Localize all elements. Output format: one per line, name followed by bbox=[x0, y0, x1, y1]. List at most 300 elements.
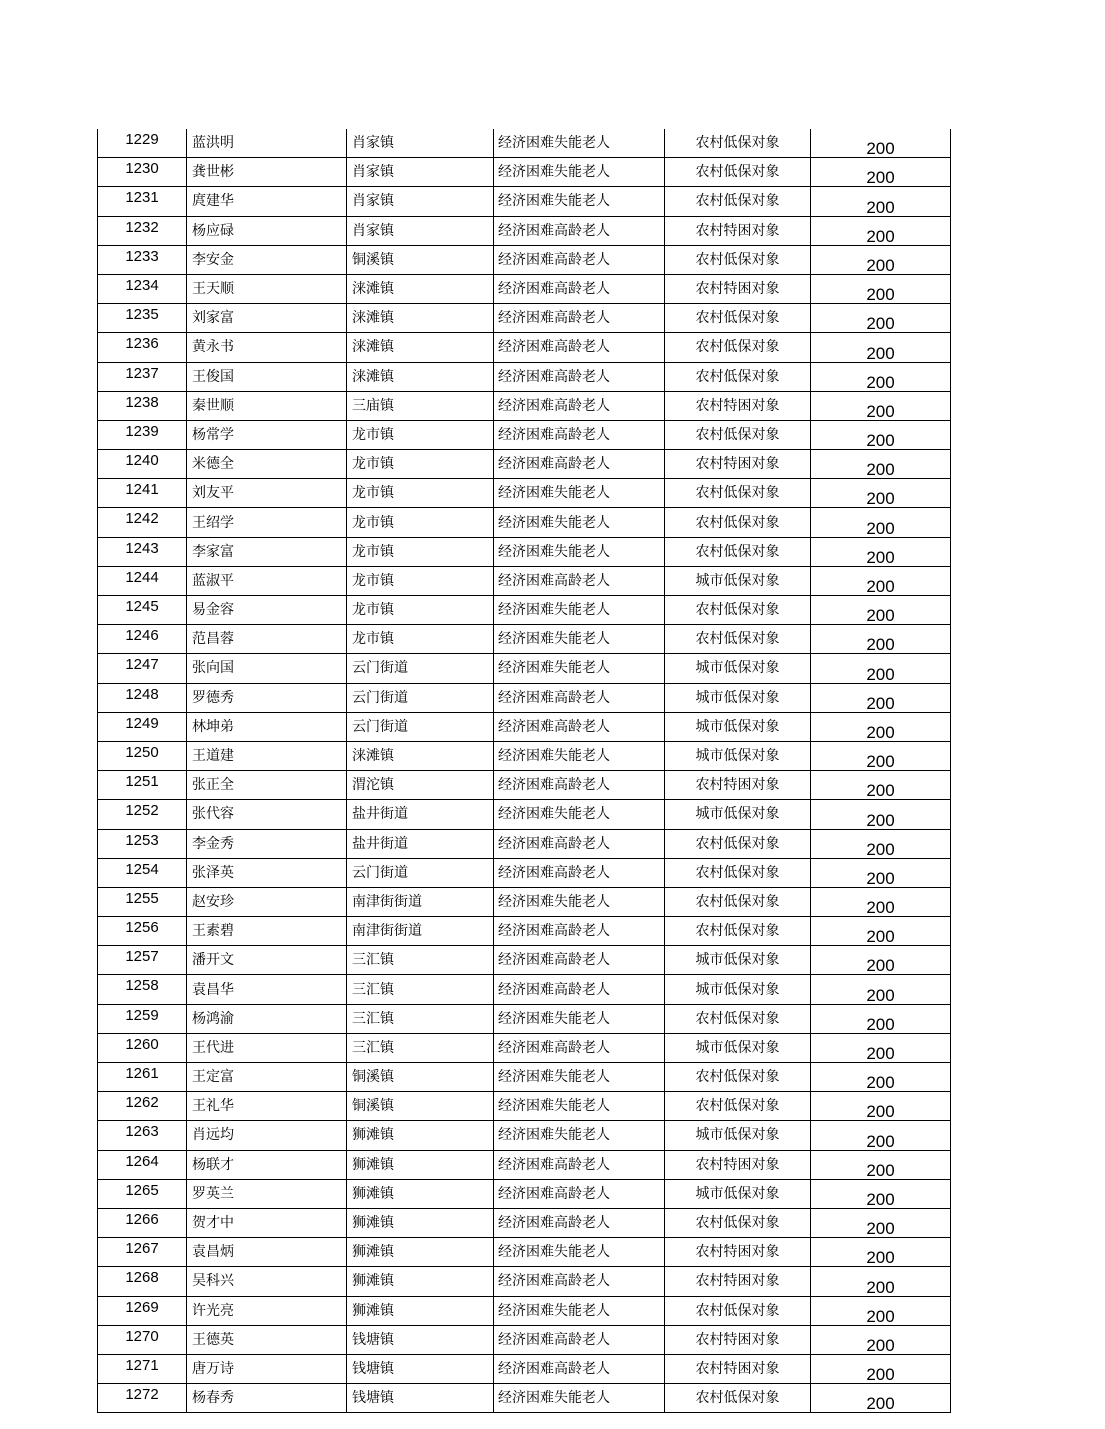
town-cell: 铜溪镇 bbox=[347, 1092, 494, 1121]
table-row bbox=[98, 654, 951, 683]
town-cell: 三汇镇 bbox=[347, 1033, 494, 1062]
town-cell: 云门街道 bbox=[347, 858, 494, 887]
town-cell: 涞滩镇 bbox=[347, 304, 494, 333]
amount-cell: 200 bbox=[811, 391, 951, 420]
assistance-category-cell: 农村特困对象 bbox=[665, 216, 811, 245]
amount-cell: 200 bbox=[811, 771, 951, 800]
town-cell: 龙市镇 bbox=[347, 508, 494, 537]
town-cell: 三庙镇 bbox=[347, 391, 494, 420]
row-number-cell: 1241 bbox=[98, 479, 187, 508]
name-cell: 杨常学 bbox=[187, 420, 347, 449]
town-cell: 狮滩镇 bbox=[347, 1267, 494, 1296]
row-number-cell: 1242 bbox=[98, 508, 187, 537]
name-cell: 庹建华 bbox=[187, 187, 347, 216]
table-row bbox=[98, 1325, 951, 1354]
name-cell: 秦世顺 bbox=[187, 391, 347, 420]
amount-cell: 200 bbox=[811, 216, 951, 245]
name-cell: 范昌蓉 bbox=[187, 625, 347, 654]
elder-type-cell: 经济困难高龄老人 bbox=[494, 1033, 665, 1062]
table-row bbox=[98, 1179, 951, 1208]
table-row bbox=[98, 216, 951, 245]
town-cell: 钱塘镇 bbox=[347, 1325, 494, 1354]
row-number-cell: 1266 bbox=[98, 1208, 187, 1237]
assistance-category-cell: 农村低保对象 bbox=[665, 917, 811, 946]
name-cell: 罗英兰 bbox=[187, 1179, 347, 1208]
table-row bbox=[98, 450, 951, 479]
town-cell: 南津街街道 bbox=[347, 917, 494, 946]
row-number-cell: 1235 bbox=[98, 304, 187, 333]
assistance-category-cell: 城市低保对象 bbox=[665, 1121, 811, 1150]
elder-type-cell: 经济困难高龄老人 bbox=[494, 362, 665, 391]
elder-type-cell: 经济困难失能老人 bbox=[494, 187, 665, 216]
town-cell: 铜溪镇 bbox=[347, 245, 494, 274]
assistance-category-cell: 城市低保对象 bbox=[665, 1179, 811, 1208]
row-number-cell: 1263 bbox=[98, 1121, 187, 1150]
row-number-cell: 1259 bbox=[98, 1004, 187, 1033]
name-cell: 杨春秀 bbox=[187, 1384, 347, 1413]
elder-type-cell: 经济困难失能老人 bbox=[494, 537, 665, 566]
elder-type-cell: 经济困难失能老人 bbox=[494, 158, 665, 187]
elder-type-cell: 经济困难高龄老人 bbox=[494, 858, 665, 887]
town-cell: 龙市镇 bbox=[347, 420, 494, 449]
table-row bbox=[98, 771, 951, 800]
town-cell: 三汇镇 bbox=[347, 946, 494, 975]
assistance-category-cell: 农村低保对象 bbox=[665, 508, 811, 537]
name-cell: 许光亮 bbox=[187, 1296, 347, 1325]
town-cell: 龙市镇 bbox=[347, 479, 494, 508]
table-row bbox=[98, 420, 951, 449]
assistance-category-cell: 农村特困对象 bbox=[665, 771, 811, 800]
table-row bbox=[98, 1092, 951, 1121]
row-number-cell: 1265 bbox=[98, 1179, 187, 1208]
table-row bbox=[98, 362, 951, 391]
row-number-cell: 1238 bbox=[98, 391, 187, 420]
town-cell: 云门街道 bbox=[347, 683, 494, 712]
assistance-category-cell: 农村低保对象 bbox=[665, 1208, 811, 1237]
table-row bbox=[98, 887, 951, 916]
town-cell: 涞滩镇 bbox=[347, 274, 494, 303]
assistance-category-cell: 农村低保对象 bbox=[665, 596, 811, 625]
table-row bbox=[98, 1354, 951, 1383]
elder-type-cell: 经济困难高龄老人 bbox=[494, 245, 665, 274]
assistance-category-cell: 城市低保对象 bbox=[665, 1033, 811, 1062]
name-cell: 王代进 bbox=[187, 1033, 347, 1062]
table-row bbox=[98, 917, 951, 946]
name-cell: 贺才中 bbox=[187, 1208, 347, 1237]
row-number-cell: 1246 bbox=[98, 625, 187, 654]
name-cell: 张正全 bbox=[187, 771, 347, 800]
row-number-cell: 1267 bbox=[98, 1238, 187, 1267]
assistance-category-cell: 农村低保对象 bbox=[665, 858, 811, 887]
row-number-cell: 1248 bbox=[98, 683, 187, 712]
name-cell: 刘家富 bbox=[187, 304, 347, 333]
row-number-cell: 1239 bbox=[98, 420, 187, 449]
assistance-category-cell: 城市低保对象 bbox=[665, 946, 811, 975]
town-cell: 龙市镇 bbox=[347, 596, 494, 625]
name-cell: 李金秀 bbox=[187, 829, 347, 858]
assistance-category-cell: 农村低保对象 bbox=[665, 420, 811, 449]
name-cell: 刘友平 bbox=[187, 479, 347, 508]
row-number-cell: 1269 bbox=[98, 1296, 187, 1325]
amount-cell: 200 bbox=[811, 1033, 951, 1062]
table-row bbox=[98, 508, 951, 537]
name-cell: 袁昌炳 bbox=[187, 1238, 347, 1267]
amount-cell: 200 bbox=[811, 362, 951, 391]
elder-type-cell: 经济困难高龄老人 bbox=[494, 420, 665, 449]
name-cell: 杨联才 bbox=[187, 1150, 347, 1179]
table-row bbox=[98, 596, 951, 625]
town-cell: 涞滩镇 bbox=[347, 741, 494, 770]
name-cell: 王天顺 bbox=[187, 274, 347, 303]
elder-type-cell: 经济困难高龄老人 bbox=[494, 1150, 665, 1179]
elder-type-cell: 经济困难高龄老人 bbox=[494, 1325, 665, 1354]
assistance-category-cell: 农村低保对象 bbox=[665, 887, 811, 916]
name-cell: 蓝洪明 bbox=[187, 129, 347, 158]
table-body bbox=[98, 129, 951, 1413]
assistance-category-cell: 城市低保对象 bbox=[665, 683, 811, 712]
town-cell: 肖家镇 bbox=[347, 187, 494, 216]
elder-type-cell: 经济困难失能老人 bbox=[494, 654, 665, 683]
amount-cell: 200 bbox=[811, 829, 951, 858]
table-row bbox=[98, 741, 951, 770]
assistance-category-cell: 农村特困对象 bbox=[665, 391, 811, 420]
name-cell: 潘开文 bbox=[187, 946, 347, 975]
elder-type-cell: 经济困难失能老人 bbox=[494, 508, 665, 537]
amount-cell: 200 bbox=[811, 158, 951, 187]
amount-cell: 200 bbox=[811, 741, 951, 770]
table-row bbox=[98, 975, 951, 1004]
row-number-cell: 1251 bbox=[98, 771, 187, 800]
assistance-category-cell: 农村低保对象 bbox=[665, 1004, 811, 1033]
amount-cell: 200 bbox=[811, 508, 951, 537]
table-row bbox=[98, 1384, 951, 1413]
row-number-cell: 1270 bbox=[98, 1325, 187, 1354]
assistance-category-cell: 农村低保对象 bbox=[665, 625, 811, 654]
name-cell: 杨应碌 bbox=[187, 216, 347, 245]
elder-type-cell: 经济困难高龄老人 bbox=[494, 391, 665, 420]
town-cell: 狮滩镇 bbox=[347, 1179, 494, 1208]
amount-cell: 200 bbox=[811, 683, 951, 712]
row-number-cell: 1264 bbox=[98, 1150, 187, 1179]
elder-type-cell: 经济困难高龄老人 bbox=[494, 917, 665, 946]
table-row bbox=[98, 333, 951, 362]
amount-cell: 200 bbox=[811, 479, 951, 508]
amount-cell: 200 bbox=[811, 566, 951, 595]
town-cell: 铜溪镇 bbox=[347, 1063, 494, 1092]
name-cell: 王道建 bbox=[187, 741, 347, 770]
elder-type-cell: 经济困难失能老人 bbox=[494, 129, 665, 158]
elder-type-cell: 经济困难高龄老人 bbox=[494, 683, 665, 712]
elder-type-cell: 经济困难失能老人 bbox=[494, 1004, 665, 1033]
row-number-cell: 1243 bbox=[98, 537, 187, 566]
amount-cell: 200 bbox=[811, 975, 951, 1004]
assistance-category-cell: 城市低保对象 bbox=[665, 654, 811, 683]
town-cell: 龙市镇 bbox=[347, 450, 494, 479]
name-cell: 黄永书 bbox=[187, 333, 347, 362]
amount-cell: 200 bbox=[811, 946, 951, 975]
town-cell: 涞滩镇 bbox=[347, 333, 494, 362]
table-row bbox=[98, 1121, 951, 1150]
table-row bbox=[98, 158, 951, 187]
assistance-category-cell: 农村低保对象 bbox=[665, 1063, 811, 1092]
assistance-category-cell: 农村低保对象 bbox=[665, 829, 811, 858]
amount-cell: 200 bbox=[811, 1325, 951, 1354]
elder-type-cell: 经济困难高龄老人 bbox=[494, 712, 665, 741]
amount-cell: 200 bbox=[811, 1092, 951, 1121]
elder-type-cell: 经济困难高龄老人 bbox=[494, 1354, 665, 1383]
assistance-category-cell: 农村低保对象 bbox=[665, 1092, 811, 1121]
assistance-category-cell: 城市低保对象 bbox=[665, 741, 811, 770]
town-cell: 龙市镇 bbox=[347, 566, 494, 595]
table-row bbox=[98, 800, 951, 829]
amount-cell: 200 bbox=[811, 1150, 951, 1179]
town-cell: 狮滩镇 bbox=[347, 1150, 494, 1179]
town-cell: 龙市镇 bbox=[347, 625, 494, 654]
amount-cell: 200 bbox=[811, 1296, 951, 1325]
amount-cell: 200 bbox=[811, 274, 951, 303]
row-number-cell: 1250 bbox=[98, 741, 187, 770]
amount-cell: 200 bbox=[811, 1354, 951, 1383]
name-cell: 唐万诗 bbox=[187, 1354, 347, 1383]
table-row bbox=[98, 712, 951, 741]
row-number-cell: 1254 bbox=[98, 858, 187, 887]
table-row bbox=[98, 274, 951, 303]
name-cell: 蓝淑平 bbox=[187, 566, 347, 595]
row-number-cell: 1245 bbox=[98, 596, 187, 625]
amount-cell: 200 bbox=[811, 304, 951, 333]
table-row bbox=[98, 1267, 951, 1296]
town-cell: 南津街街道 bbox=[347, 887, 494, 916]
assistance-category-cell: 城市低保对象 bbox=[665, 800, 811, 829]
elder-type-cell: 经济困难失能老人 bbox=[494, 596, 665, 625]
elder-type-cell: 经济困难高龄老人 bbox=[494, 304, 665, 333]
row-number-cell: 1234 bbox=[98, 274, 187, 303]
table-row bbox=[98, 829, 951, 858]
table-row bbox=[98, 245, 951, 274]
assistance-category-cell: 农村低保对象 bbox=[665, 304, 811, 333]
table-row bbox=[98, 1004, 951, 1033]
assistance-category-cell: 农村低保对象 bbox=[665, 1296, 811, 1325]
town-cell: 渭沱镇 bbox=[347, 771, 494, 800]
assistance-category-cell: 农村低保对象 bbox=[665, 362, 811, 391]
assistance-category-cell: 城市低保对象 bbox=[665, 566, 811, 595]
name-cell: 杨鸿渝 bbox=[187, 1004, 347, 1033]
table-row bbox=[98, 566, 951, 595]
amount-cell: 200 bbox=[811, 712, 951, 741]
amount-cell: 200 bbox=[811, 450, 951, 479]
elder-type-cell: 经济困难高龄老人 bbox=[494, 450, 665, 479]
row-number-cell: 1230 bbox=[98, 158, 187, 187]
assistance-category-cell: 城市低保对象 bbox=[665, 712, 811, 741]
assistance-category-cell: 农村特困对象 bbox=[665, 1267, 811, 1296]
table-row bbox=[98, 1208, 951, 1237]
amount-cell: 200 bbox=[811, 1121, 951, 1150]
assistance-category-cell: 农村特困对象 bbox=[665, 1325, 811, 1354]
elder-type-cell: 经济困难高龄老人 bbox=[494, 771, 665, 800]
amount-cell: 200 bbox=[811, 887, 951, 916]
name-cell: 王俊国 bbox=[187, 362, 347, 391]
row-number-cell: 1261 bbox=[98, 1063, 187, 1092]
elder-type-cell: 经济困难高龄老人 bbox=[494, 1267, 665, 1296]
town-cell: 钱塘镇 bbox=[347, 1354, 494, 1383]
town-cell: 狮滩镇 bbox=[347, 1208, 494, 1237]
assistance-category-cell: 农村特困对象 bbox=[665, 1150, 811, 1179]
row-number-cell: 1229 bbox=[98, 129, 187, 158]
assistance-category-cell: 农村低保对象 bbox=[665, 333, 811, 362]
town-cell: 狮滩镇 bbox=[347, 1238, 494, 1267]
name-cell: 罗德秀 bbox=[187, 683, 347, 712]
row-number-cell: 1268 bbox=[98, 1267, 187, 1296]
assistance-category-cell: 农村低保对象 bbox=[665, 537, 811, 566]
table-row bbox=[98, 1150, 951, 1179]
amount-cell: 200 bbox=[811, 1208, 951, 1237]
table-row bbox=[98, 683, 951, 712]
amount-cell: 200 bbox=[811, 654, 951, 683]
row-number-cell: 1236 bbox=[98, 333, 187, 362]
name-cell: 张代容 bbox=[187, 800, 347, 829]
name-cell: 王绍学 bbox=[187, 508, 347, 537]
assistance-category-cell: 农村特困对象 bbox=[665, 274, 811, 303]
table-row bbox=[98, 537, 951, 566]
amount-cell: 200 bbox=[811, 596, 951, 625]
town-cell: 涞滩镇 bbox=[347, 362, 494, 391]
row-number-cell: 1249 bbox=[98, 712, 187, 741]
elder-type-cell: 经济困难高龄老人 bbox=[494, 566, 665, 595]
name-cell: 李安金 bbox=[187, 245, 347, 274]
amount-cell: 200 bbox=[811, 333, 951, 362]
elder-type-cell: 经济困难高龄老人 bbox=[494, 216, 665, 245]
row-number-cell: 1257 bbox=[98, 946, 187, 975]
town-cell: 肖家镇 bbox=[347, 216, 494, 245]
amount-cell: 200 bbox=[811, 187, 951, 216]
name-cell: 袁昌华 bbox=[187, 975, 347, 1004]
amount-cell: 200 bbox=[811, 537, 951, 566]
table-row bbox=[98, 479, 951, 508]
assistance-category-cell: 农村特困对象 bbox=[665, 1238, 811, 1267]
amount-cell: 200 bbox=[811, 1004, 951, 1033]
elder-type-cell: 经济困难高龄老人 bbox=[494, 975, 665, 1004]
table-row bbox=[98, 1296, 951, 1325]
name-cell: 张向国 bbox=[187, 654, 347, 683]
assistance-category-cell: 农村低保对象 bbox=[665, 158, 811, 187]
name-cell: 肖远均 bbox=[187, 1121, 347, 1150]
table-row bbox=[98, 1033, 951, 1062]
name-cell: 易金容 bbox=[187, 596, 347, 625]
name-cell: 王礼华 bbox=[187, 1092, 347, 1121]
assistance-category-cell: 农村低保对象 bbox=[665, 129, 811, 158]
elder-type-cell: 经济困难失能老人 bbox=[494, 1063, 665, 1092]
assistance-category-cell: 城市低保对象 bbox=[665, 975, 811, 1004]
elder-type-cell: 经济困难高龄老人 bbox=[494, 946, 665, 975]
row-number-cell: 1232 bbox=[98, 216, 187, 245]
table-row bbox=[98, 1238, 951, 1267]
amount-cell: 200 bbox=[811, 625, 951, 654]
table-row bbox=[98, 304, 951, 333]
name-cell: 李家富 bbox=[187, 537, 347, 566]
elder-type-cell: 经济困难失能老人 bbox=[494, 800, 665, 829]
name-cell: 米德全 bbox=[187, 450, 347, 479]
row-number-cell: 1240 bbox=[98, 450, 187, 479]
table-row bbox=[98, 858, 951, 887]
assistance-category-cell: 农村低保对象 bbox=[665, 245, 811, 274]
row-number-cell: 1237 bbox=[98, 362, 187, 391]
elder-type-cell: 经济困难失能老人 bbox=[494, 741, 665, 770]
elder-type-cell: 经济困难失能老人 bbox=[494, 479, 665, 508]
town-cell: 三汇镇 bbox=[347, 975, 494, 1004]
table-row bbox=[98, 187, 951, 216]
name-cell: 吴科兴 bbox=[187, 1267, 347, 1296]
elder-type-cell: 经济困难高龄老人 bbox=[494, 274, 665, 303]
name-cell: 王素碧 bbox=[187, 917, 347, 946]
amount-cell: 200 bbox=[811, 420, 951, 449]
town-cell: 盐井街道 bbox=[347, 829, 494, 858]
name-cell: 王定富 bbox=[187, 1063, 347, 1092]
elder-type-cell: 经济困难高龄老人 bbox=[494, 333, 665, 362]
elder-type-cell: 经济困难失能老人 bbox=[494, 887, 665, 916]
elder-type-cell: 经济困难失能老人 bbox=[494, 1296, 665, 1325]
elder-type-cell: 经济困难失能老人 bbox=[494, 1121, 665, 1150]
row-number-cell: 1258 bbox=[98, 975, 187, 1004]
table-row bbox=[98, 129, 951, 158]
town-cell: 云门街道 bbox=[347, 712, 494, 741]
elder-type-cell: 经济困难失能老人 bbox=[494, 1384, 665, 1413]
town-cell: 肖家镇 bbox=[347, 158, 494, 187]
row-number-cell: 1255 bbox=[98, 887, 187, 916]
row-number-cell: 1253 bbox=[98, 829, 187, 858]
row-number-cell: 1271 bbox=[98, 1354, 187, 1383]
elder-type-cell: 经济困难高龄老人 bbox=[494, 829, 665, 858]
amount-cell: 200 bbox=[811, 800, 951, 829]
amount-cell: 200 bbox=[811, 917, 951, 946]
amount-cell: 200 bbox=[811, 858, 951, 887]
assistance-category-cell: 农村低保对象 bbox=[665, 479, 811, 508]
row-number-cell: 1272 bbox=[98, 1384, 187, 1413]
elder-type-cell: 经济困难失能老人 bbox=[494, 1092, 665, 1121]
amount-cell: 200 bbox=[811, 1238, 951, 1267]
assistance-category-cell: 农村特困对象 bbox=[665, 450, 811, 479]
assistance-category-cell: 农村低保对象 bbox=[665, 1384, 811, 1413]
town-cell: 狮滩镇 bbox=[347, 1296, 494, 1325]
town-cell: 钱塘镇 bbox=[347, 1384, 494, 1413]
row-number-cell: 1233 bbox=[98, 245, 187, 274]
amount-cell: 200 bbox=[811, 1063, 951, 1092]
town-cell: 肖家镇 bbox=[347, 129, 494, 158]
town-cell: 三汇镇 bbox=[347, 1004, 494, 1033]
row-number-cell: 1247 bbox=[98, 654, 187, 683]
elder-type-cell: 经济困难失能老人 bbox=[494, 1238, 665, 1267]
amount-cell: 200 bbox=[811, 1384, 951, 1413]
amount-cell: 200 bbox=[811, 129, 951, 158]
name-cell: 王德英 bbox=[187, 1325, 347, 1354]
assistance-category-cell: 农村特困对象 bbox=[665, 1354, 811, 1383]
table-row bbox=[98, 625, 951, 654]
row-number-cell: 1262 bbox=[98, 1092, 187, 1121]
town-cell: 云门街道 bbox=[347, 654, 494, 683]
town-cell: 盐井街道 bbox=[347, 800, 494, 829]
town-cell: 狮滩镇 bbox=[347, 1121, 494, 1150]
amount-cell: 200 bbox=[811, 1267, 951, 1296]
name-cell: 张泽英 bbox=[187, 858, 347, 887]
row-number-cell: 1231 bbox=[98, 187, 187, 216]
amount-cell: 200 bbox=[811, 245, 951, 274]
subsidy-table bbox=[97, 129, 951, 1413]
table-row bbox=[98, 391, 951, 420]
name-cell: 龚世彬 bbox=[187, 158, 347, 187]
row-number-cell: 1256 bbox=[98, 917, 187, 946]
name-cell: 赵安珍 bbox=[187, 887, 347, 916]
table-row bbox=[98, 1063, 951, 1092]
amount-cell: 200 bbox=[811, 1179, 951, 1208]
